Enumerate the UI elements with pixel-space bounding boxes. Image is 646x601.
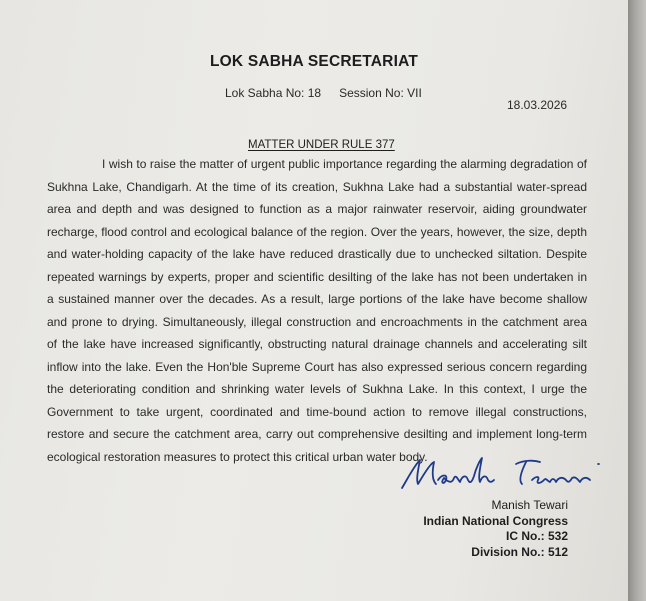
body-line: and water-holding capacity of the lake have reduced drastically due to unchecked siltation. Despite xyxy=(47,247,587,261)
signatory-party: Indian National Congress xyxy=(423,513,568,528)
signatory-name: Manish Tewari xyxy=(491,498,568,512)
signatory-division-number: Division No.: 512 xyxy=(471,544,568,559)
session-number: Session No: VII xyxy=(339,86,422,100)
body-line: area and depth and was designed to function as a major rainwater reservoir, aiding groundwater xyxy=(47,202,587,216)
body-line: repeated warnings by experts, proper and scientific desilting of the lake has not been undertaken in xyxy=(47,269,587,284)
body-line: I wish to raise the matter of urgent public importance regarding the alarming degradation of xyxy=(102,157,587,171)
body-line: the deteriorating condition and shrinking water levels of Sukhna Lake. In this context, I urge the xyxy=(47,382,587,396)
document-date: 18.03.2026 xyxy=(507,98,568,112)
lok-sabha-number: Lok Sabha No: 18 xyxy=(225,86,322,100)
body-line: and prone to drying. Simultaneously, illegal construction and encroachments in the catchment area xyxy=(47,314,587,329)
session-info xyxy=(225,86,422,100)
body-line: of the lake have increased significantly, obstructing natural drainage channels and accelerating silt xyxy=(47,337,587,351)
body-line: ecological restoration measures to protect this critical urban water body. xyxy=(47,449,428,464)
body-line: Government to take urgent, coordinated and time-bound action to remove illegal constructions, xyxy=(47,404,587,419)
body-line: restore and secure the catchment area, carry out comprehensive desilting and implement long-term xyxy=(47,427,587,441)
body-line: inflow into the lake. Even the Hon'ble Supreme Court has also expressed serious concern regarding xyxy=(47,359,587,374)
handwritten-signature xyxy=(398,450,613,498)
body-paragraph xyxy=(47,153,587,468)
body-line: recharge, flood control and ecological balance of the region. Over the years, however, the size, depth xyxy=(47,224,587,239)
document-heading: LOK SABHA SECRETARIAT xyxy=(210,53,418,70)
body-line: a sustained manner over the decades. As a result, large portions of the lake have become shallow xyxy=(47,292,587,306)
document-subject: MATTER UNDER RULE 377 xyxy=(248,139,395,151)
body-line: Sukhna Lake, Chandigarh. At the time of its creation, Sukhna Lake had a substantial water-spread xyxy=(47,179,587,194)
desk-background xyxy=(628,0,646,601)
signatory-ic-number: IC No.: 532 xyxy=(505,529,568,543)
signatory-block xyxy=(423,498,568,560)
